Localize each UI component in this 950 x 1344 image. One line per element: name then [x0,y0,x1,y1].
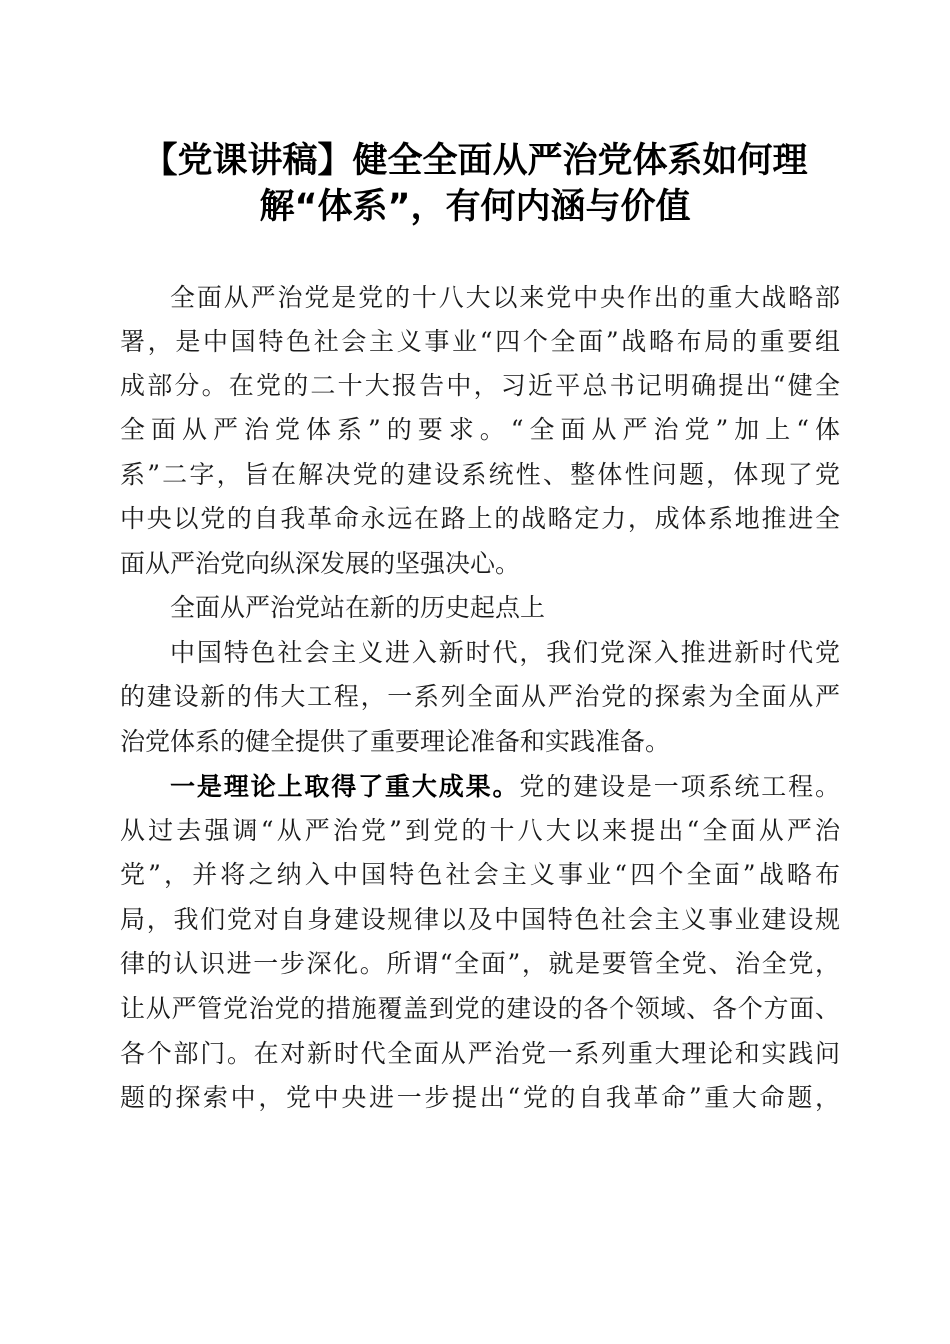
document-title-line-2: 解“体系”，有何内涵与价值 [259,187,691,227]
text-line: 治党体系的健全提供了重要理论准备和实践准备。 [120,727,671,756]
text-line: 党”，并将之纳入中国特色社会主义事业“四个全面”战略布 [120,860,840,889]
text-line: 中央以党的自我革命永远在路上的战略定力，成体系地推进全 [120,504,840,533]
text-line-rest: 党的建设是一项系统工程。 [519,772,840,801]
text-line: 的建设新的伟大工程，一系列全面从严治党的探索为全面从严 [120,682,840,711]
text-line: 题的探索中，党中央进一步提出“党的自我革命”重大命题， [120,1083,840,1112]
document-title-line-1: 【党课讲稿】健全全面从严治党体系如何理 [142,141,808,181]
bold-lead-text: 一是理论上取得了重大成果。 [170,772,520,801]
text-line: 系”二字，旨在解决党的建设系统性、整体性问题，体现了党 [120,460,840,489]
text-line: 让从严管党治党的措施覆盖到党的建设的各个领域、各个方面、 [120,994,840,1023]
text-line: 署，是中国特色社会主义事业“四个全面”战略布局的重要组 [120,327,840,356]
text-line: 全面从严治党体系”的要求。“全面从严治党”加上“体 [120,415,840,444]
text-line: 各个部门。在对新时代全面从严治党一系列重大理论和实践问 [120,1039,840,1068]
text-line [170,771,840,803]
text-line: 面从严治党向纵深发展的坚强决心。 [120,549,521,578]
text-line: 局，我们党对自身建设规律以及中国特色社会主义事业建设规 [120,905,840,934]
text-line: 从过去强调“从严治党”到党的十八大以来提出“全面从严治 [120,816,840,845]
text-line: 成部分。在党的二十大报告中，习近平总书记明确提出“健全 [120,371,840,400]
section-heading-text: 全面从严治党站在新的历史起点上 [170,593,546,622]
text-line: 中国特色社会主义进入新时代，我们党深入推进新时代党 [170,638,840,667]
text-line: 律的认识进一步深化。所谓“全面”，就是要管全党、治全党， [120,949,840,978]
text-line: 全面从严治党是党的十八大以来党中央作出的重大战略部 [170,283,840,312]
